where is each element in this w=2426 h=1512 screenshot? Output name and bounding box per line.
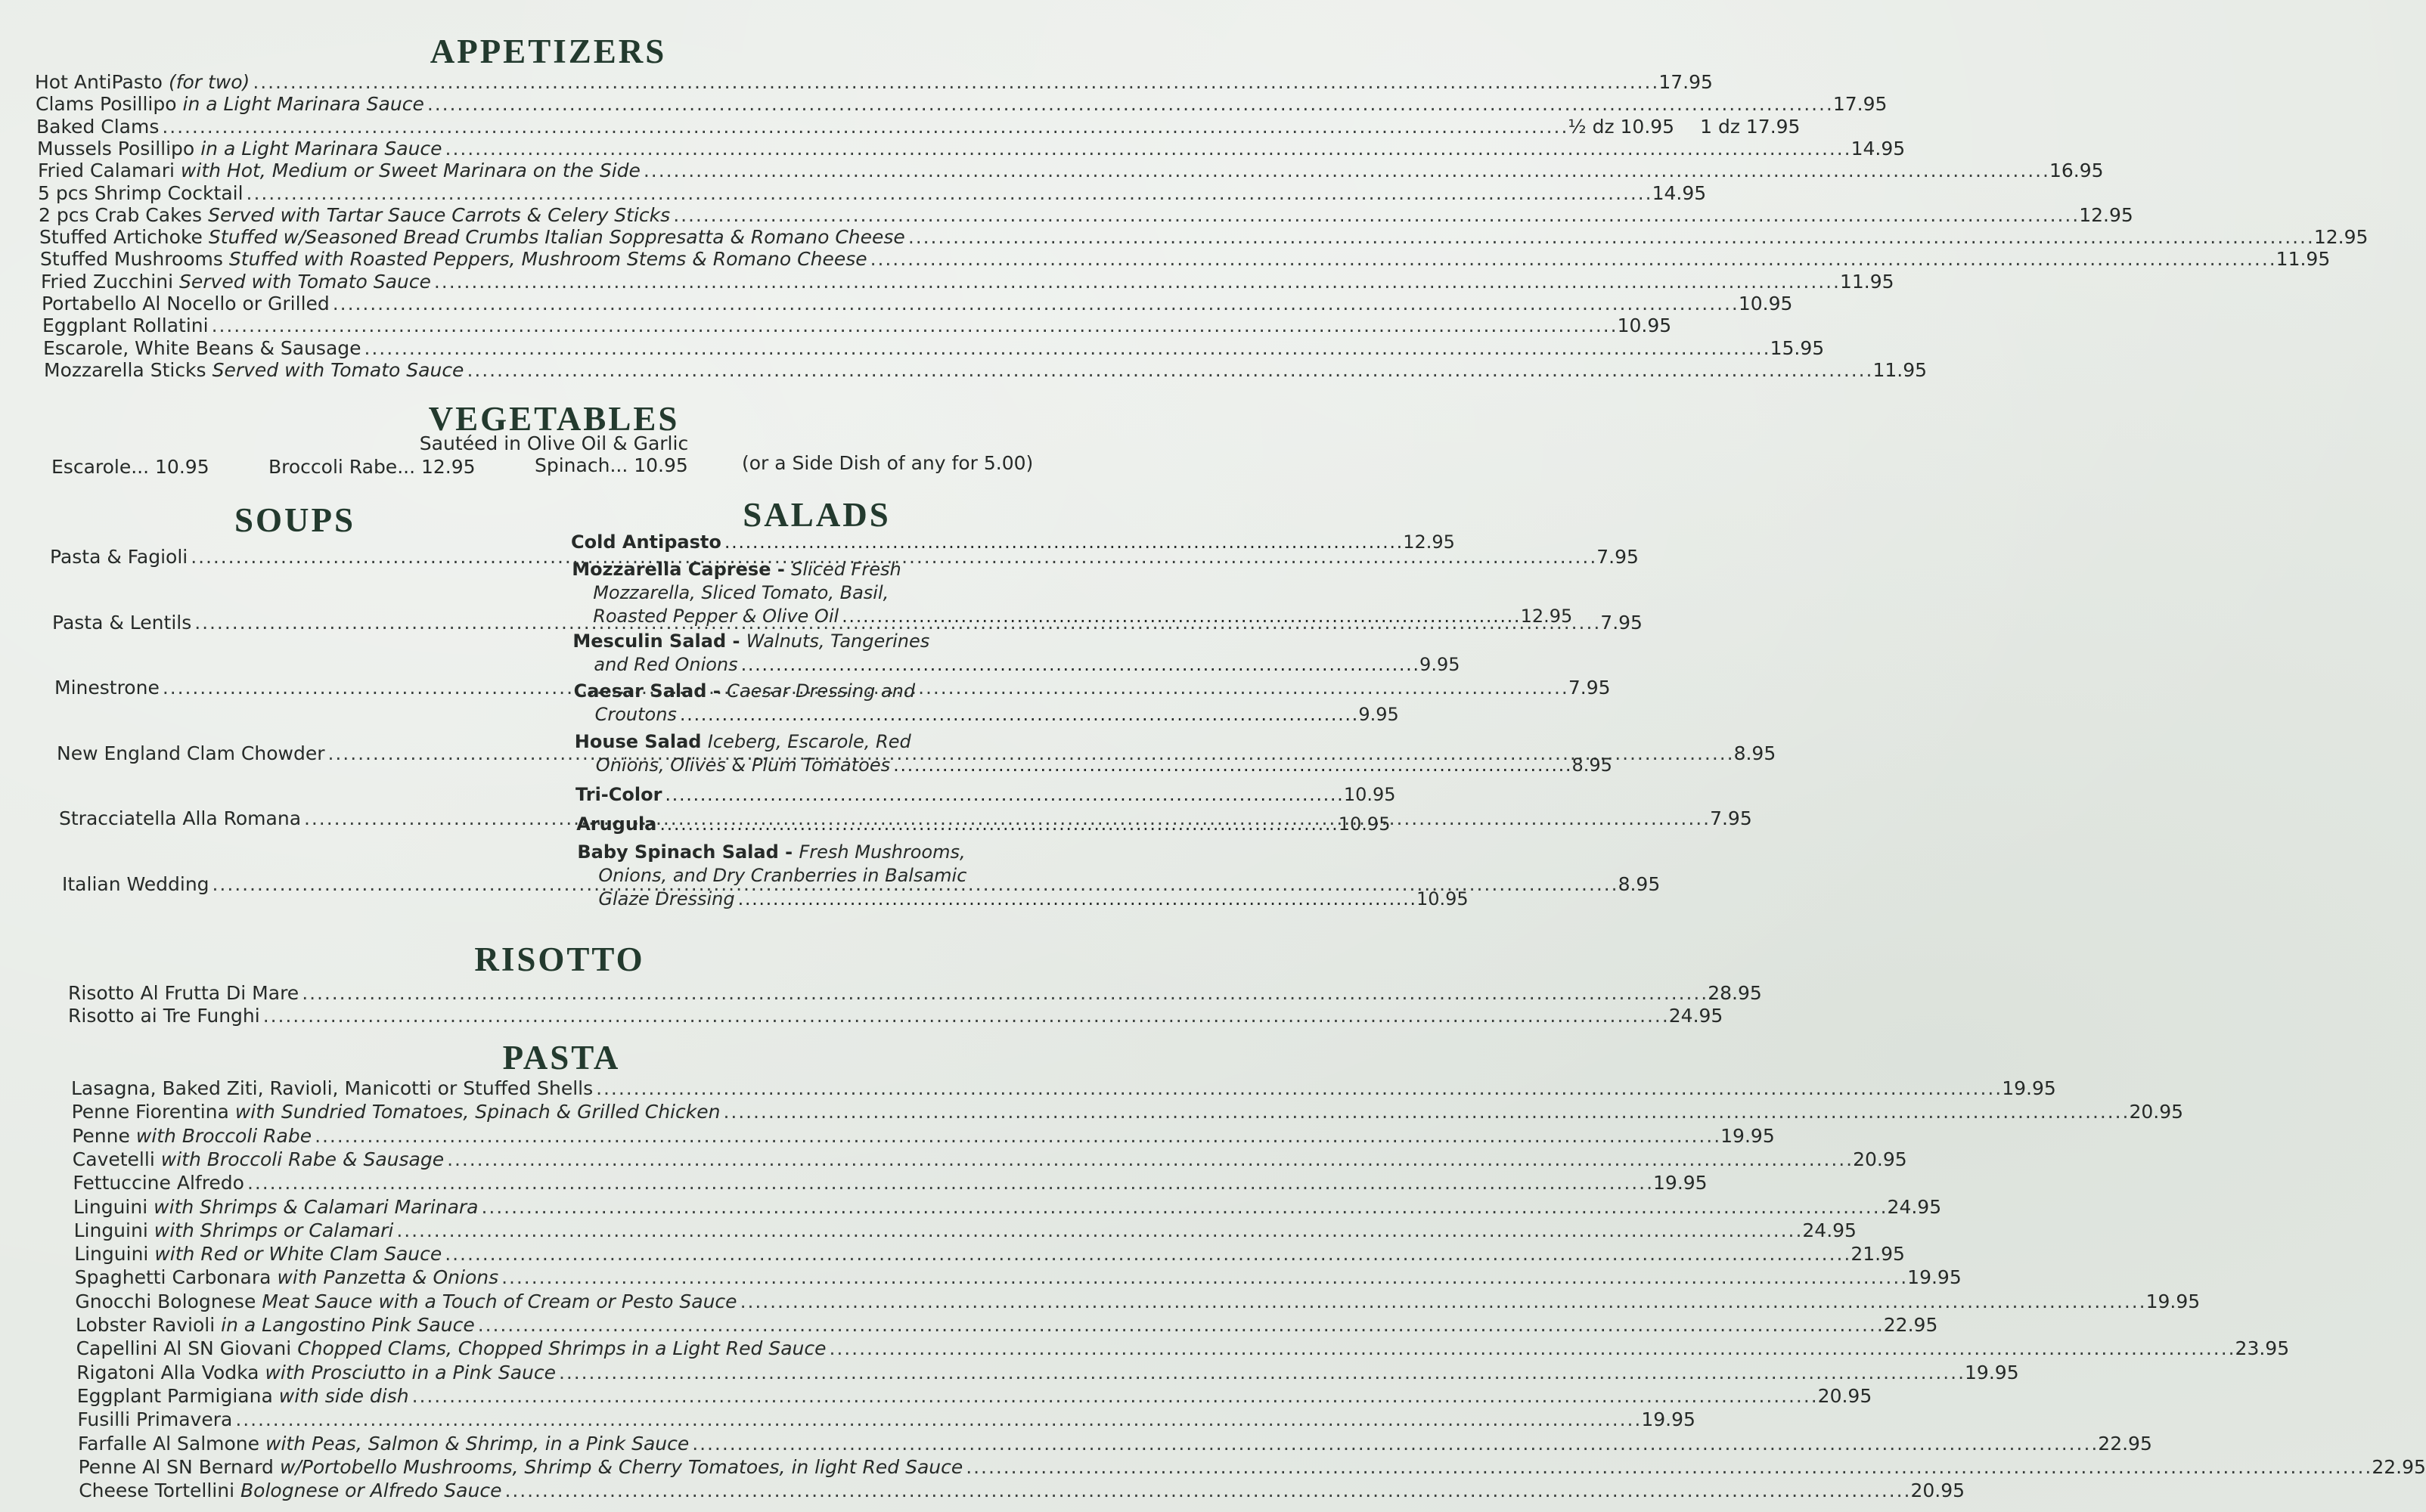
item-name: Penne: [72, 1124, 130, 1147]
item-name: Cavetelli: [72, 1148, 155, 1170]
leader-dots: [434, 271, 1837, 293]
item-price: 10.95: [1343, 784, 1396, 805]
salad-item: [571, 531, 1455, 554]
item-description: in a Light Marinara Sauce: [200, 137, 442, 160]
salad-separator: -: [771, 559, 792, 580]
menu-item: [74, 1243, 1905, 1266]
leader-dots: [212, 314, 1615, 337]
leader-dots: [830, 1337, 2232, 1360]
salad-item: [572, 558, 1573, 628]
item-description: with side dish: [278, 1384, 409, 1407]
salad-description: and Red Onions: [594, 654, 738, 675]
menu-item: [36, 115, 1801, 138]
menu-item: [42, 314, 1672, 337]
item-name: Fusilli Primavera: [77, 1408, 233, 1431]
salad-name: House Salad: [574, 731, 702, 752]
salad-description: Onions, and Dry Cranberries in Balsamic: [598, 865, 967, 886]
leader-dots: [680, 703, 1355, 727]
salad-description: Caesar Dressing and: [727, 680, 916, 702]
leader-dots: [235, 1408, 1638, 1431]
salads-title: SALADS: [743, 496, 891, 534]
menu-item: [40, 248, 2331, 271]
item-name: Penne Al SN Bernard: [78, 1455, 274, 1478]
menu-item: [72, 1124, 1775, 1148]
item-name: Risotto ai Tre Funghi: [68, 1005, 260, 1027]
item-name: Hot AntiPasto: [35, 71, 163, 93]
salad-description: Fresh Mushrooms,: [799, 841, 966, 863]
menu-item: [76, 1337, 2290, 1360]
item-price: 23.95: [2235, 1337, 2290, 1360]
salad-name: Cold Antipasto: [571, 531, 721, 553]
item-name: Eggplant Parmigiana: [76, 1384, 273, 1407]
leader-dots: [302, 982, 1705, 1005]
leader-dots: [247, 182, 1649, 205]
leader-dots: [162, 116, 1565, 138]
leader-dots: [315, 1125, 1717, 1148]
item-price: 14.95: [1652, 181, 1707, 204]
vegetable-item: Broccoli Rabe... 12.95: [268, 456, 476, 478]
item-name: Mozzarella Sticks: [44, 358, 206, 381]
salad-name: Baby Spinach Salad: [577, 841, 779, 863]
item-name: Lasagna, Baked Ziti, Ravioli, Manicotti or Stuffed Shells: [71, 1077, 594, 1099]
item-price: 21.95: [1851, 1243, 1905, 1266]
salad-name: Arugula: [576, 813, 657, 835]
menu-item: [50, 546, 1639, 569]
menu-item: [71, 1101, 2184, 1123]
item-description: Served with Tartar Sauce Carrots & Celery Sticks: [208, 203, 671, 226]
item-name: Cheese Tortellini: [79, 1479, 235, 1502]
item-price: 22.95: [2372, 1455, 2426, 1478]
leader-dots: [504, 1479, 1907, 1502]
menu-item: [73, 1219, 1857, 1242]
item-price: 1 dz 17.95: [1700, 115, 1801, 138]
item-description: with Prosciutto in a Pink Sauce: [265, 1361, 556, 1383]
soups-title: SOUPS: [234, 501, 356, 539]
salad-name: Mesculin Salad: [572, 631, 727, 652]
leader-dots: [263, 1005, 1666, 1027]
item-price: 11.95: [1872, 358, 1928, 381]
leader-dots: [333, 293, 1736, 315]
item-description: in a Light Marinara Sauce: [182, 93, 424, 116]
item-name: Stuffed Mushrooms: [40, 248, 223, 271]
salad-item: [572, 630, 1460, 677]
item-name: Fettuccine Alfredo: [73, 1172, 244, 1194]
item-price: 10.95: [1416, 888, 1469, 909]
item-price: 24.95: [1802, 1219, 1857, 1241]
leader-dots: [692, 1433, 2095, 1455]
leader-dots: [467, 359, 1869, 382]
salad-separator: -: [706, 680, 727, 702]
pasta-title: PASTA: [502, 1039, 621, 1077]
item-name: Pasta & Lentils: [52, 611, 192, 634]
salad-description: Onions, Olives & Plum Tomatoes: [595, 754, 891, 776]
leader-dots: [445, 1243, 1847, 1266]
item-description: Served with Tomato Sauce: [212, 358, 464, 381]
item-price: 12.95: [1520, 606, 1573, 627]
menu-item: [75, 1290, 2201, 1313]
item-price: 17.95: [1658, 71, 1713, 93]
salad-name: Caesar Salad: [573, 680, 707, 702]
salad-description: Roasted Pepper & Olive Oil: [593, 606, 839, 627]
item-name: Linguini: [73, 1195, 148, 1218]
menu-item: [74, 1266, 1962, 1289]
menu-item: [38, 181, 1707, 205]
item-name: Minestrone: [54, 677, 160, 699]
menu-item: [71, 1077, 2056, 1100]
salad-name: Mozzarella Caprese: [572, 559, 771, 580]
leader-dots: [596, 1077, 1999, 1100]
item-price: 22.95: [2098, 1432, 2152, 1455]
leader-dots: [445, 138, 1848, 160]
item-description: Chopped Clams, Chopped Shrimps in a Light Red Sauce: [297, 1337, 827, 1360]
leader-dots: [447, 1148, 1850, 1171]
item-description: with Red or White Clam Sauce: [154, 1243, 442, 1266]
leader-dots: [482, 1196, 1885, 1219]
leader-dots: [659, 813, 1335, 836]
item-name: 5 pcs Shrimp Cocktail: [38, 181, 244, 204]
menu-item: [73, 1195, 1942, 1219]
item-name: Baked Clams: [36, 115, 160, 138]
risotto-title: RISOTTO: [474, 940, 645, 978]
vegetable-item: Spinach... 10.95: [535, 454, 688, 476]
item-name: Mussels Posillipo: [37, 137, 195, 160]
item-price: 12.95: [1403, 531, 1455, 553]
leader-dots: [740, 1290, 2143, 1313]
item-price: 14.95: [1851, 137, 1906, 160]
item-price: 19.95: [1720, 1124, 1775, 1147]
leader-dots: [365, 337, 1767, 360]
item-name: Fried Calamari: [38, 160, 175, 182]
item-name: Spaghetti Carbonara: [74, 1266, 271, 1289]
leader-dots: [673, 204, 2076, 227]
item-price: 9.95: [1358, 704, 1399, 725]
salad-description: Walnuts, Tangerines: [746, 631, 930, 652]
item-description: Meat Sauce with a Touch of Cream or Pesto Sauce: [262, 1290, 737, 1312]
salad-name: Tri-Color: [575, 784, 662, 805]
salad-item: [574, 730, 1612, 777]
item-name: Capellini Al SN Giovani: [76, 1337, 292, 1360]
item-description: Served with Tomato Sauce: [179, 270, 431, 293]
leader-dots: [908, 226, 2311, 249]
leader-dots: [253, 71, 1655, 94]
item-name: Gnocchi Bolognese: [75, 1290, 256, 1312]
salad-description: Mozzarella, Sliced Tomato, Basil,: [593, 582, 889, 603]
vegetables-subtitle: Sautéed in Olive Oil & Garlic: [419, 432, 689, 454]
item-price: 15.95: [1770, 336, 1825, 359]
leader-dots: [738, 888, 1413, 911]
leader-dots: [966, 1456, 2369, 1479]
leader-dots: [741, 653, 1416, 677]
item-price: 8.95: [1618, 872, 1661, 895]
item-price: 11.95: [1839, 270, 1894, 293]
appetizers-title: APPETIZERS: [430, 33, 667, 70]
menu-item: [68, 982, 1762, 1005]
item-price: 19.95: [1641, 1408, 1695, 1431]
item-price: 12.95: [2313, 226, 2369, 249]
menu-item: [77, 1408, 1695, 1431]
item-price: 24.95: [1668, 1005, 1723, 1027]
menu-item: [73, 1172, 1708, 1194]
menu-item: [68, 1005, 1723, 1027]
item-price: 22.95: [1883, 1314, 1938, 1336]
leader-dots: [723, 1101, 2126, 1123]
item-price: 19.95: [1653, 1172, 1708, 1194]
leader-dots: [724, 531, 1400, 554]
item-half-price: ½ dz 10.95: [1568, 115, 1675, 138]
item-price: 12.95: [2079, 203, 2133, 226]
item-description: with Peas, Salmon & Shrimp, in a Pink Sauce: [265, 1432, 690, 1455]
item-price: 9.95: [1419, 654, 1460, 675]
menu-item: [76, 1314, 1938, 1337]
menu-item: [44, 358, 1928, 382]
salad-description: Sliced Fresh: [791, 559, 901, 580]
menu-item: [78, 1455, 2426, 1479]
item-price: 20.95: [1910, 1479, 1965, 1502]
item-name: 2 pcs Crab Cakes: [39, 203, 203, 226]
leader-dots: [247, 1172, 1650, 1194]
salad-item: [575, 783, 1396, 807]
item-price: 28.95: [1708, 982, 1762, 1004]
vegetables-title: VEGETABLES: [428, 400, 680, 438]
item-description: with Shrimps & Calamari Marinara: [154, 1195, 479, 1218]
item-price: 19.95: [2002, 1077, 2056, 1099]
menu-item: [72, 1148, 1907, 1171]
item-name: Clams Posillipo: [36, 93, 177, 116]
leader-dots: [396, 1219, 1799, 1242]
leader-dots: [427, 93, 1830, 116]
item-price: 8.95: [1571, 754, 1612, 776]
menu-item: [76, 1361, 2019, 1384]
salad-item: [577, 841, 1469, 911]
menu-item: [37, 137, 1906, 160]
salad-description: Glaze Dressing: [598, 888, 735, 909]
item-price: 20.95: [1817, 1384, 1872, 1407]
item-price: 17.95: [1832, 93, 1888, 116]
salad-separator: -: [726, 631, 746, 652]
item-name: Stuffed Artichoke: [39, 226, 203, 249]
item-name: Portabello Al Nocello or Grilled: [42, 293, 330, 314]
item-price: 20.95: [2129, 1101, 2184, 1123]
item-price: 10.95: [1738, 293, 1793, 314]
item-price: 8.95: [1733, 742, 1776, 764]
item-description: with Sundried Tomatoes, Spinach & Grilled Chicken: [234, 1101, 721, 1123]
item-price: 19.95: [1965, 1361, 2019, 1383]
item-price: 19.95: [1907, 1266, 1962, 1289]
side-dish-note: (or a Side Dish of any for 5.00): [742, 452, 1034, 474]
salad-description: Iceberg, Escarole, Red: [707, 731, 911, 752]
menu-item: [41, 270, 1894, 293]
item-description: w/Portobello Mushrooms, Shrimp & Cherry Tomatoes, in light Red Sauce: [279, 1455, 963, 1478]
item-name: Eggplant Rollatini: [42, 314, 209, 337]
item-description: with Hot, Medium or Sweet Marinara on the Side: [180, 160, 641, 182]
leader-dots: [644, 160, 2046, 182]
item-description: Stuffed with Roasted Peppers, Mushroom Stems & Romano Cheese: [228, 248, 867, 271]
item-description: (for two): [168, 71, 250, 93]
item-description: in a Langostino Pink Sauce: [221, 1314, 475, 1336]
menu-item: [39, 203, 2133, 227]
salad-separator: -: [778, 841, 799, 863]
item-name: Penne Fiorentina: [71, 1101, 229, 1123]
item-price: 7.95: [1568, 677, 1611, 699]
item-price: 10.95: [1617, 314, 1672, 337]
leader-dots: [842, 605, 1517, 628]
item-name: New England Clam Chowder: [57, 742, 325, 764]
item-price: 7.95: [1600, 611, 1643, 634]
item-description: with Panzetta & Onions: [277, 1266, 499, 1289]
leader-dots: [478, 1314, 1881, 1337]
menu-item: [35, 71, 1713, 94]
item-price: 11.95: [2276, 248, 2331, 271]
menu-item: [42, 293, 1793, 315]
item-price: 20.95: [1853, 1148, 1907, 1170]
item-name: Fried Zucchini: [41, 270, 174, 293]
item-description: with Broccoli Rabe: [135, 1124, 312, 1147]
menu-item: [76, 1384, 1872, 1408]
salad-item: [576, 813, 1391, 836]
menu-item: [78, 1432, 2152, 1455]
item-name: Escarole, White Beans & Sausage: [43, 336, 361, 359]
item-description: with Broccoli Rabe & Sausage: [160, 1148, 445, 1170]
item-price: 7.95: [1596, 546, 1639, 568]
leader-dots: [893, 754, 1568, 777]
leader-dots: [559, 1362, 1962, 1384]
leader-dots: [870, 248, 2273, 271]
item-name: Risotto Al Frutta Di Mare: [68, 982, 299, 1004]
leader-dots: [665, 783, 1340, 807]
item-name: Stracciatella Alla Romana: [59, 807, 302, 829]
item-description: Stuffed w/Seasoned Bread Crumbs Italian Soppresatta & Romano Cheese: [208, 226, 905, 249]
vegetable-item: Escarole... 10.95: [51, 456, 209, 478]
salad-description: Croutons: [594, 704, 677, 725]
item-description: Bolognese or Alfredo Sauce: [240, 1479, 502, 1502]
item-name: Lobster Ravioli: [76, 1314, 216, 1336]
item-price: 7.95: [1710, 807, 1752, 829]
leader-dots: [412, 1385, 1815, 1408]
menu-item: [36, 93, 1888, 116]
salad-separator: [701, 730, 707, 754]
menu-item: [43, 336, 1825, 360]
leader-dots: [501, 1266, 1904, 1289]
menu-item: [39, 226, 2369, 249]
item-name: Italian Wedding: [62, 872, 209, 895]
item-price: 24.95: [1887, 1195, 1942, 1218]
item-price: 10.95: [1338, 813, 1391, 835]
item-name: Linguini: [74, 1243, 149, 1266]
item-name: Linguini: [73, 1219, 148, 1241]
menu-item: [38, 160, 2104, 182]
salad-item: [573, 680, 1399, 727]
menu-item: [79, 1479, 1965, 1502]
item-price: 16.95: [2049, 160, 2104, 182]
item-name: Pasta & Fagioli: [50, 546, 188, 568]
item-name: Rigatoni Alla Vodka: [76, 1361, 259, 1383]
item-name: Farfalle Al Salmone: [78, 1432, 260, 1455]
item-description: with Shrimps or Calamari: [154, 1219, 394, 1241]
item-price: 19.95: [2145, 1290, 2201, 1312]
